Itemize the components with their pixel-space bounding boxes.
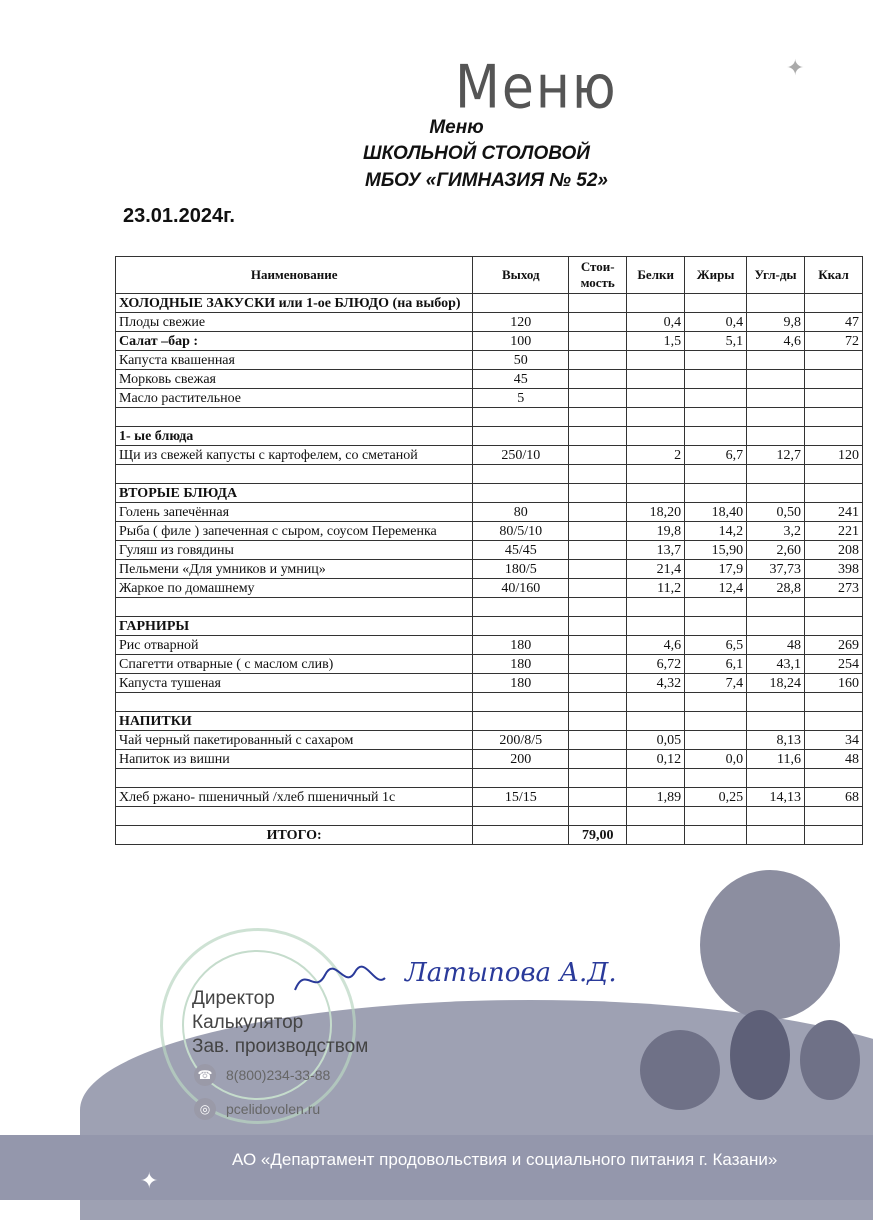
- dish-name: [116, 807, 473, 826]
- dish-kcal: 120: [805, 446, 863, 465]
- dish-cost: [569, 598, 627, 617]
- dish-fat: [685, 769, 747, 788]
- dish-carbs: 2,60: [747, 541, 805, 560]
- dish-carbs: 4,6: [747, 332, 805, 351]
- site-url: pcelidovolen.ru: [226, 1101, 321, 1117]
- dish-name: Рис отварной: [116, 636, 473, 655]
- phone-icon: ☎: [194, 1064, 216, 1086]
- dish-kcal: 254: [805, 655, 863, 674]
- dish-kcal: 398: [805, 560, 863, 579]
- calculator-label: Калькулятор: [192, 1012, 304, 1033]
- dish-carbs: [747, 807, 805, 826]
- dish-protein: 19,8: [627, 522, 685, 541]
- dish-protein: [627, 693, 685, 712]
- dish-carbs: 14,13: [747, 788, 805, 807]
- dish-output: 80/5/10: [473, 522, 569, 541]
- table-row: [116, 427, 863, 446]
- dish-cost: [569, 351, 627, 370]
- dish-cost: [569, 332, 627, 351]
- dish-protein: [627, 370, 685, 389]
- table-row: [116, 313, 863, 332]
- dish-name: Морковь свежая: [116, 370, 473, 389]
- dish-cost: [569, 465, 627, 484]
- dish-carbs: [747, 693, 805, 712]
- dish-protein: [627, 465, 685, 484]
- dish-fat: 17,9: [685, 560, 747, 579]
- dish-name: [116, 769, 473, 788]
- dish-kcal: 72: [805, 332, 863, 351]
- dish-output: 250/10: [473, 446, 569, 465]
- dish-protein: 0,05: [627, 731, 685, 750]
- dish-name: Капуста квашенная: [116, 351, 473, 370]
- table-row: [116, 446, 863, 465]
- dish-kcal: [805, 617, 863, 636]
- dish-output: [473, 427, 569, 446]
- dish-name: [116, 693, 473, 712]
- dish-cost: [569, 503, 627, 522]
- table-row: [116, 769, 863, 788]
- total-empty-3: [747, 826, 805, 845]
- dish-cost: [569, 522, 627, 541]
- dish-fat: 12,4: [685, 579, 747, 598]
- dish-protein: [627, 408, 685, 427]
- dish-carbs: 48: [747, 636, 805, 655]
- dish-kcal: 48: [805, 750, 863, 769]
- dish-carbs: 3,2: [747, 522, 805, 541]
- dish-carbs: 37,73: [747, 560, 805, 579]
- dish-output: 45/45: [473, 541, 569, 560]
- dish-name: Чай черный пакетированный с сахаром: [116, 731, 473, 750]
- total-cost: 79,00: [569, 826, 627, 845]
- table-row: [116, 655, 863, 674]
- total-empty-4: [805, 826, 863, 845]
- dish-fat: 6,7: [685, 446, 747, 465]
- dish-fat: [685, 693, 747, 712]
- tree-illustration: [700, 870, 840, 1020]
- dish-cost: [569, 370, 627, 389]
- dish-fat: 0,4: [685, 313, 747, 332]
- col-kcal: Ккал: [805, 257, 863, 294]
- dish-name: Масло растительное: [116, 389, 473, 408]
- table-row: [116, 503, 863, 522]
- dish-carbs: [747, 389, 805, 408]
- dish-kcal: [805, 427, 863, 446]
- dish-fat: 7,4: [685, 674, 747, 693]
- dish-carbs: 0,50: [747, 503, 805, 522]
- dish-output: [473, 693, 569, 712]
- dish-carbs: 43,1: [747, 655, 805, 674]
- dish-fat: 14,2: [685, 522, 747, 541]
- dish-cost: [569, 750, 627, 769]
- dish-name: ВТОРЫЕ БЛЮДА: [116, 484, 473, 503]
- table-row: [116, 389, 863, 408]
- dish-kcal: [805, 389, 863, 408]
- table-row: [116, 750, 863, 769]
- dish-cost: [569, 674, 627, 693]
- dish-cost: [569, 294, 627, 313]
- dish-protein: [627, 427, 685, 446]
- globe-icon: ◎: [194, 1098, 216, 1120]
- col-fat: Жиры: [685, 257, 747, 294]
- table-row: [116, 598, 863, 617]
- dish-output: [473, 617, 569, 636]
- dish-name: ГАРНИРЫ: [116, 617, 473, 636]
- dish-output: [473, 598, 569, 617]
- table-row: [116, 731, 863, 750]
- dish-carbs: 28,8: [747, 579, 805, 598]
- dish-protein: 4,32: [627, 674, 685, 693]
- dish-carbs: [747, 427, 805, 446]
- dish-kcal: 273: [805, 579, 863, 598]
- menu-body: [116, 294, 863, 826]
- dish-output: [473, 807, 569, 826]
- dish-name: ХОЛОДНЫЕ ЗАКУСКИ или 1-ое БЛЮДО (на выбор): [116, 294, 473, 313]
- phone-number: 8(800)234-33-88: [226, 1067, 331, 1083]
- dish-protein: 13,7: [627, 541, 685, 560]
- dish-kcal: [805, 351, 863, 370]
- col-carbs: Угл-ды: [747, 257, 805, 294]
- phone-contact: [194, 1064, 330, 1086]
- dish-carbs: [747, 370, 805, 389]
- dish-output: 200/8/5: [473, 731, 569, 750]
- dish-output: 180: [473, 636, 569, 655]
- dish-output: 100: [473, 332, 569, 351]
- production-label: Зав. производством: [192, 1036, 369, 1057]
- dish-cost: [569, 731, 627, 750]
- dish-kcal: [805, 712, 863, 731]
- dish-cost: [569, 541, 627, 560]
- dish-cost: [569, 807, 627, 826]
- dish-name: Гуляш из говядины: [116, 541, 473, 560]
- dish-carbs: [747, 617, 805, 636]
- dish-fat: [685, 408, 747, 427]
- table-row: [116, 788, 863, 807]
- dish-fat: [685, 712, 747, 731]
- dish-output: [473, 712, 569, 731]
- dish-kcal: [805, 370, 863, 389]
- total-empty-2: [685, 826, 747, 845]
- dish-cost: [569, 560, 627, 579]
- table-row: [116, 712, 863, 731]
- dish-fat: 5,1: [685, 332, 747, 351]
- table-row: [116, 294, 863, 313]
- dish-name: Щи из свежей капусты с картофелем, со сметаной: [116, 446, 473, 465]
- dish-output: 40/160: [473, 579, 569, 598]
- dish-kcal: [805, 769, 863, 788]
- dish-name: [116, 598, 473, 617]
- dish-carbs: [747, 484, 805, 503]
- table-header: [116, 257, 863, 294]
- table-row: [116, 484, 863, 503]
- dish-protein: [627, 769, 685, 788]
- canteen-title: ШКОЛЬНОЙ СТОЛОВОЙ: [363, 143, 590, 164]
- dish-kcal: 269: [805, 636, 863, 655]
- dish-fat: [685, 465, 747, 484]
- dish-carbs: 8,13: [747, 731, 805, 750]
- dish-carbs: [747, 294, 805, 313]
- dish-cost: [569, 579, 627, 598]
- dish-fat: [685, 370, 747, 389]
- dish-protein: [627, 389, 685, 408]
- dish-protein: [627, 807, 685, 826]
- dish-kcal: [805, 598, 863, 617]
- sparkle-icon: ✦: [140, 1168, 159, 1193]
- dish-output: [473, 484, 569, 503]
- dish-output: 120: [473, 313, 569, 332]
- director-label: Директор: [192, 988, 275, 1009]
- dish-name: Спагетти отварные ( с маслом слив): [116, 655, 473, 674]
- dish-fat: [685, 731, 747, 750]
- dish-name: НАПИТКИ: [116, 712, 473, 731]
- dish-fat: 6,1: [685, 655, 747, 674]
- table-row: [116, 560, 863, 579]
- table-row: [116, 351, 863, 370]
- dish-output: 5: [473, 389, 569, 408]
- dish-fat: [685, 294, 747, 313]
- dish-fat: 15,90: [685, 541, 747, 560]
- dish-cost: [569, 788, 627, 807]
- col-output: Выход: [473, 257, 569, 294]
- dish-kcal: [805, 408, 863, 427]
- dish-cost: [569, 484, 627, 503]
- dish-kcal: 47: [805, 313, 863, 332]
- total-empty-1: [627, 826, 685, 845]
- dish-output: [473, 465, 569, 484]
- dish-output: 80: [473, 503, 569, 522]
- dish-cost: [569, 636, 627, 655]
- table-row: [116, 674, 863, 693]
- dish-carbs: 12,7: [747, 446, 805, 465]
- dish-cost: [569, 446, 627, 465]
- dish-protein: 2: [627, 446, 685, 465]
- dish-fat: 0,25: [685, 788, 747, 807]
- dish-output: 180/5: [473, 560, 569, 579]
- col-name: Наименование: [116, 257, 473, 294]
- dish-fat: 0,0: [685, 750, 747, 769]
- dish-cost: [569, 655, 627, 674]
- table-row: [116, 408, 863, 427]
- col-cost: Стои-мость: [569, 257, 627, 294]
- dish-carbs: [747, 351, 805, 370]
- dish-carbs: [747, 769, 805, 788]
- dish-protein: 0,4: [627, 313, 685, 332]
- dish-name: Жаркое по домашнему: [116, 579, 473, 598]
- dish-fat: [685, 351, 747, 370]
- table-row: [116, 617, 863, 636]
- dish-output: [473, 769, 569, 788]
- dish-carbs: [747, 465, 805, 484]
- total-output: [473, 826, 569, 845]
- dish-protein: 6,72: [627, 655, 685, 674]
- dish-output: 50: [473, 351, 569, 370]
- table-row: [116, 541, 863, 560]
- dish-name: Плоды свежие: [116, 313, 473, 332]
- dish-name: [116, 408, 473, 427]
- dish-name: Хлеб ржано- пшеничный /хлеб пшеничный 1с: [116, 788, 473, 807]
- dish-carbs: 11,6: [747, 750, 805, 769]
- signature-mark: [290, 960, 390, 1006]
- table-row: [116, 332, 863, 351]
- dish-carbs: 9,8: [747, 313, 805, 332]
- dish-cost: [569, 408, 627, 427]
- dish-protein: [627, 617, 685, 636]
- sparkle-icon-top: ✦: [786, 55, 805, 80]
- dish-fat: [685, 427, 747, 446]
- dish-name: Рыба ( филе ) запеченная с сыром, соусом Переменка: [116, 522, 473, 541]
- menu-title: Меню: [429, 117, 484, 138]
- dish-kcal: [805, 465, 863, 484]
- dish-kcal: 68: [805, 788, 863, 807]
- dish-protein: [627, 351, 685, 370]
- dish-carbs: [747, 408, 805, 427]
- dish-name: [116, 465, 473, 484]
- dish-name: Пельмени «Для умников и умниц»: [116, 560, 473, 579]
- dish-cost: [569, 712, 627, 731]
- table-row: [116, 522, 863, 541]
- dish-kcal: [805, 294, 863, 313]
- dish-fat: [685, 617, 747, 636]
- dish-kcal: 221: [805, 522, 863, 541]
- table-row: [116, 370, 863, 389]
- dish-protein: 11,2: [627, 579, 685, 598]
- dish-kcal: 208: [805, 541, 863, 560]
- dish-output: 180: [473, 674, 569, 693]
- dish-protein: [627, 598, 685, 617]
- dish-fat: [685, 389, 747, 408]
- dish-protein: 21,4: [627, 560, 685, 579]
- menu-date: 23.01.2024г.: [123, 205, 235, 227]
- dish-output: 200: [473, 750, 569, 769]
- dish-protein: [627, 712, 685, 731]
- dish-protein: 18,20: [627, 503, 685, 522]
- dish-cost: [569, 389, 627, 408]
- dish-kcal: [805, 484, 863, 503]
- table-row: [116, 465, 863, 484]
- handwritten-title: Меню: [455, 53, 618, 123]
- total-row: [116, 826, 863, 845]
- dish-name: Голень запечённая: [116, 503, 473, 522]
- dish-cost: [569, 427, 627, 446]
- dish-fat: 18,40: [685, 503, 747, 522]
- menu-table: [115, 256, 863, 845]
- signature-scribble: [290, 960, 390, 1000]
- dish-protein: [627, 484, 685, 503]
- dish-output: [473, 294, 569, 313]
- dish-kcal: 160: [805, 674, 863, 693]
- table-row: [116, 807, 863, 826]
- dish-output: 180: [473, 655, 569, 674]
- dish-carbs: 18,24: [747, 674, 805, 693]
- dish-fat: [685, 484, 747, 503]
- signer-name: Латыпова А.Д.: [405, 958, 617, 988]
- dish-protein: 4,6: [627, 636, 685, 655]
- footer-text: АО «Департамент продовольствия и социального питания г. Казани»: [232, 1150, 778, 1169]
- table-row: [116, 579, 863, 598]
- characters-illustration: [640, 1000, 860, 1120]
- dish-fat: [685, 598, 747, 617]
- dish-name: 1- ые блюда: [116, 427, 473, 446]
- site-contact: [194, 1098, 320, 1120]
- dish-protein: 1,5: [627, 332, 685, 351]
- school-title: МБОУ «ГИМНАЗИЯ № 52»: [365, 170, 608, 191]
- dish-protein: 0,12: [627, 750, 685, 769]
- dish-kcal: 241: [805, 503, 863, 522]
- dish-output: 15/15: [473, 788, 569, 807]
- dish-output: 45: [473, 370, 569, 389]
- col-protein: Белки: [627, 257, 685, 294]
- dish-cost: [569, 769, 627, 788]
- dish-protein: [627, 294, 685, 313]
- dish-fat: 6,5: [685, 636, 747, 655]
- dish-carbs: [747, 712, 805, 731]
- table-row: [116, 693, 863, 712]
- dish-cost: [569, 617, 627, 636]
- dish-fat: [685, 807, 747, 826]
- dish-name: Напиток из вишни: [116, 750, 473, 769]
- dish-protein: 1,89: [627, 788, 685, 807]
- dish-output: [473, 408, 569, 427]
- dish-name: Капуста тушеная: [116, 674, 473, 693]
- table-row: [116, 636, 863, 655]
- dish-cost: [569, 693, 627, 712]
- dish-carbs: [747, 598, 805, 617]
- dish-kcal: 34: [805, 731, 863, 750]
- dish-kcal: [805, 693, 863, 712]
- dish-name: Салат –бар :: [116, 332, 473, 351]
- dish-kcal: [805, 807, 863, 826]
- dish-cost: [569, 313, 627, 332]
- total-label: ИТОГО:: [116, 826, 473, 845]
